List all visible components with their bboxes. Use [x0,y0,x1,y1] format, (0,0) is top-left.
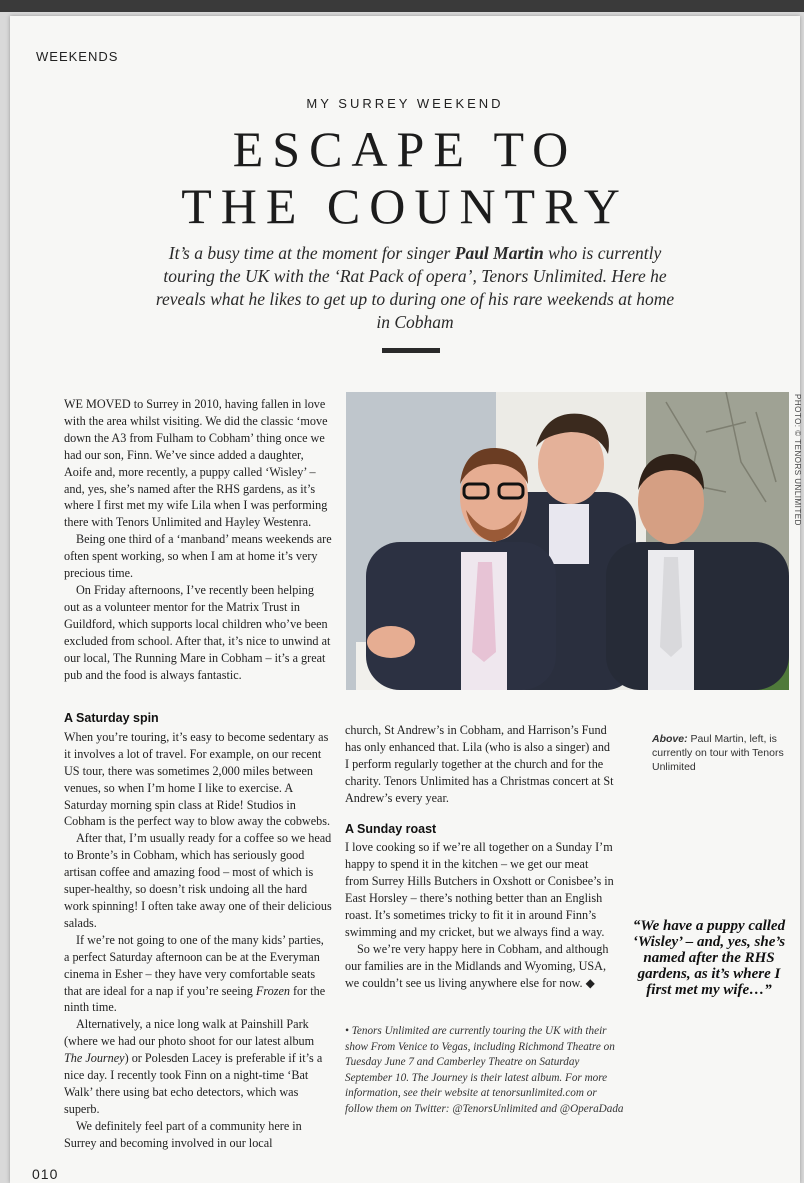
page-number: 010 [32,1166,59,1182]
paragraph-text: ) or Polesden Lacey is preferable if it’s a nice day. I recently took Finn on a night-time ‘Bat Walk’ there using bat echo detectors, which was superb. [64,1051,323,1116]
tenors-photo-illustration [346,392,789,690]
headline-line-2: THE COUNTRY [181,178,629,234]
paragraph-text: If we’re not going to one of the many kids’ parties, a perfect Saturday afternoon can be at the Everyman cinema in Esher – they have very comfortable seats that are ideal for a nap if you’re seeing [64,932,324,998]
paragraph-text: So we’re very happy here in Cobham, and although our families are in the Midlands and Wyoming, USA, we couldn’t see us living anywhere else for now. [345,941,609,990]
paragraph-text: Alternatively, a nice long walk at Painshill Park (where we had our photo shoot for our latest album [64,1017,315,1049]
saturday-paragraph [64,1016,332,1117]
scanner-edge-bar [0,0,804,12]
saturday-paragraph-continued: church, St Andrew’s in Cobham, and Harrison’s Fund has only enhanced that. Lila (who is also a singer) and I perform regularly together at the church and for the charity. Tenors Unlimited has a Christmas concert at St Andrew’s every year. [345,723,614,805]
saturday-heading: A Saturday spin [64,711,159,725]
sunday-paragraph [345,941,615,992]
saturday-section [64,710,332,1152]
saturday-paragraph [64,932,332,1017]
sunday-paragraph: I love cooking so if we’re all together on a Sunday I’m happy to spend it in the kitchen – we get our meat from Surrey Hills Butchers in Oxshott or Conisbee’s in East Horsley – there’s nothing better than an English roast. It’s sometimes tricky to fit it in around Finn’s swimming and my cricket, but we always find a way. [345,840,614,939]
saturday-paragraph: We definitely feel part of a community here in Surrey and becoming involved in our local [64,1118,302,1150]
paragraph-text: for the ninth time. [64,983,326,1015]
album-title: The Journey [64,1051,125,1066]
kicker: MY SURREY WEEKEND [306,96,504,111]
second-column [345,722,615,992]
photo-credit [792,394,804,554]
pull-quote: “We have a puppy called ‘Wisley’ – and, yes, she’s named after the RHS gardens, as it’s where I first met my wife…” [632,918,786,998]
magazine-page [10,16,800,1183]
divider-rule [382,348,440,353]
saturday-paragraph: When you’re touring, it’s easy to become sedentary as it involves a lot of travel. For example, on our recent US tour, there was sometimes 2,000 miles between venues, so when I’m home I like to exercise. A Saturday morning spin class at Ride! Studios in Cobham is the perfect way to blow away the cobwebs. [64,729,331,829]
standfirst-name: Paul Martin [454,243,544,263]
intro-paragraph: On Friday afternoons, I’ve recently been helping out as a volunteer mentor for the Matrix Trust in Guildford, which supports local children who’ve been excluded from school. After that, it’s nice to unwind at our local, The Running Mare in Cobham – it’s a great pub and the food is always fantastic. [64,582,331,682]
intro-column [64,396,332,683]
photo-caption [652,732,792,774]
saturday-paragraph: After that, I’m usually ready for a coffee so we head to Bronte’s in Cobham, which has seriously good artisan coffee and amazing food – most of which is super-healthy, so doesn’t risk undoing all the hard work spinning! I often take away one of their delicious salads. [64,831,332,930]
standfirst-pre: It’s a busy time at the moment for singer [168,243,455,263]
end-mark: ◆ [585,975,596,990]
sunday-heading: A Sunday roast [345,821,437,836]
caption-text: Paul Martin, left, is currently on tour with Tenors Unlimited [652,733,784,773]
footnote: • Tenors Unlimited are currently touring the UK with their show From Venice to Vegas, including Richmond Theatre on Tuesday June 7 and Camberley Theatre on Saturday September 10. The Journey is their latest album. For more information, see their website at tenorsunlimited.com or follow them on Twitter: @TenorsUnlimited and @OperaDada [345,1025,624,1115]
headline-line-1: ESCAPE TO [232,121,578,177]
tenors-photo [346,392,789,690]
photo-credit-text: PHOTO: © TENORS UNLIMITED [793,394,802,526]
caption-label: Above: [652,733,688,745]
film-title: Frozen [255,983,290,998]
standfirst-post: who is currently touring the UK with the ‘Rat Pack of opera’, Tenors Unlimited. Here he reveals what he likes to get up to during one of his rare weekends at home in Cobham [155,243,675,332]
intro-paragraph: Being one third of a ‘manband’ means weekends are often spent working, so when I am at home it’s very precious time. [64,532,332,581]
section-label: WEEKENDS [36,49,119,64]
intro-paragraph: WE MOVED to Surrey in 2010, having fallen in love with the area whilst visiting. We did the classic ‘move down the A3 from Fulham to Cobham’ thing once we had our son, Finn. We’ve since added a daughter, Aoife and, more recently, a puppy called ‘Wisley’ – and, yes, she’s named after the RHS gardens, as it’s where I first met my wife Lila when I was performing there with Tenors Unlimited and Hayley Westenra. [64,397,328,530]
standfirst [150,242,680,334]
